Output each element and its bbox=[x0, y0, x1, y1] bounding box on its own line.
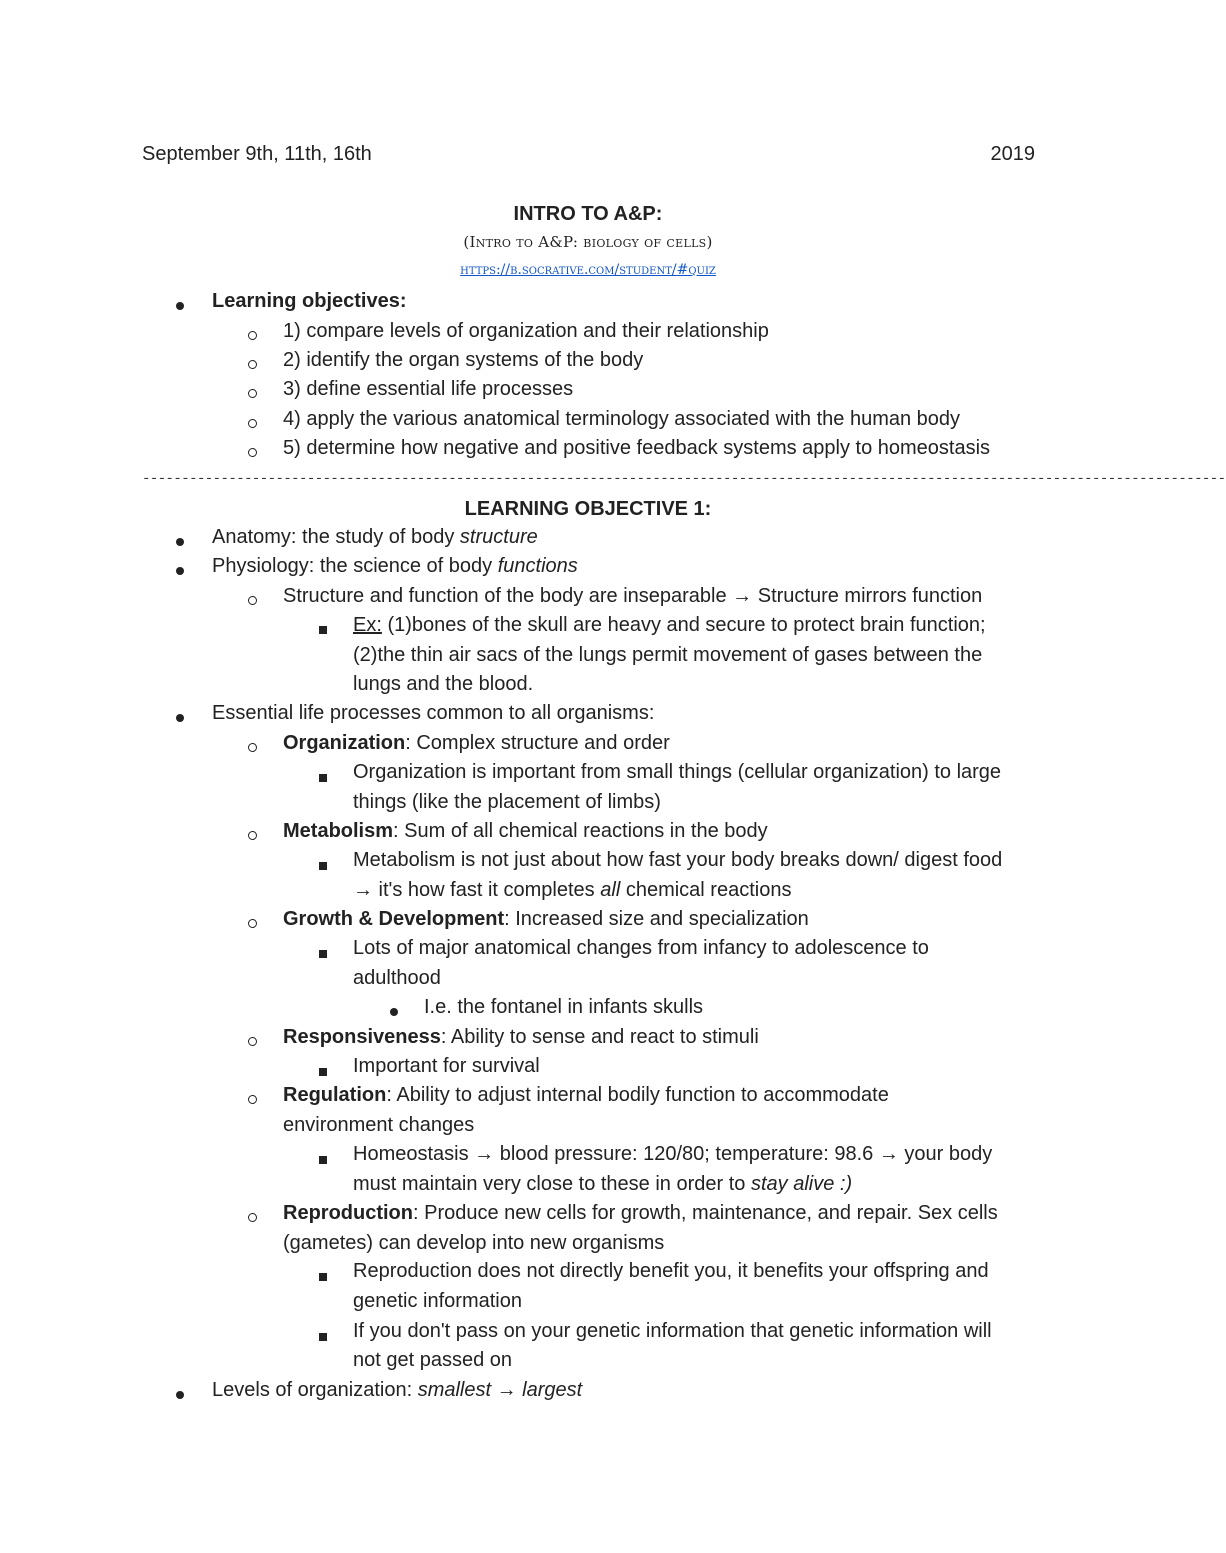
reproduction-line: Reproduction: Produce new cells for growth, maintenance, and repair. Sex cells bbox=[283, 1202, 998, 1224]
essential-processes-line: Essential life processes common to all organisms: bbox=[212, 702, 655, 724]
regulation-note: Homeostasis → blood pressure: 120/80; temperature: 98.6 → your body bbox=[353, 1143, 993, 1165]
learning-objectives-heading: Learning objectives: bbox=[212, 290, 407, 312]
square-bullet-icon bbox=[319, 950, 327, 958]
bullet-icon bbox=[176, 538, 184, 546]
regulation-note: must maintain very close to these in order to stay alive :) bbox=[353, 1173, 853, 1195]
circle-bullet-icon bbox=[248, 919, 257, 928]
square-bullet-icon bbox=[319, 1156, 327, 1164]
example-line: Ex: (1)bones of the skull are heavy and secure to protect brain function; bbox=[353, 614, 986, 636]
page-subtitle: (Intro to A&P: biology of cells) bbox=[463, 233, 713, 251]
square-bullet-icon bbox=[319, 1333, 327, 1341]
square-bullet-icon bbox=[319, 862, 327, 870]
bullet-icon bbox=[176, 567, 184, 575]
objective-item: 3) define essential life processes bbox=[283, 378, 574, 400]
divider-rule: ------------------------------------------------------------------------------------------------------------------------------------------ bbox=[142, 471, 1226, 487]
reproduction-line: (gametes) can develop into new organisms bbox=[283, 1232, 665, 1254]
square-bullet-icon bbox=[319, 1273, 327, 1281]
objective-item: 4) apply the various anatomical terminology associated with the human body bbox=[283, 408, 961, 430]
example-line: (2)the thin air sacs of the lungs permit movement of gases between the bbox=[353, 644, 983, 666]
circle-bullet-icon bbox=[248, 1037, 257, 1046]
growth-note: Lots of major anatomical changes from infancy to adolescence to bbox=[353, 937, 929, 959]
responsiveness-line: Responsiveness: Ability to sense and react to stimuli bbox=[283, 1026, 759, 1048]
metabolism-note: → it's how fast it completes all chemical reactions bbox=[353, 879, 792, 901]
growth-line: Growth & Development: Increased size and specialization bbox=[283, 908, 809, 930]
circle-bullet-icon bbox=[248, 419, 257, 428]
metabolism-note: Metabolism is not just about how fast your body breaks down/ digest food bbox=[353, 849, 1003, 871]
growth-subnote: I.e. the fontanel in infants skulls bbox=[424, 996, 704, 1018]
circle-bullet-icon bbox=[248, 389, 257, 398]
responsiveness-note: Important for survival bbox=[353, 1055, 540, 1077]
square-bullet-icon bbox=[319, 626, 327, 634]
page-title: INTRO TO A&P: bbox=[513, 203, 663, 225]
square-bullet-icon bbox=[319, 774, 327, 782]
circle-bullet-icon bbox=[248, 831, 257, 840]
circle-bullet-icon bbox=[248, 360, 257, 369]
circle-bullet-icon bbox=[248, 1213, 257, 1222]
levels-line: Levels of organization: smallest → largest bbox=[212, 1379, 583, 1401]
example-line: lungs and the blood. bbox=[353, 673, 534, 695]
year: 2019 bbox=[990, 143, 1035, 165]
circle-bullet-icon bbox=[248, 331, 257, 340]
physiology-line: Physiology: the science of body functions bbox=[212, 555, 578, 577]
circle-bullet-icon bbox=[248, 743, 257, 752]
organization-note: things (like the placement of limbs) bbox=[353, 791, 661, 813]
reproduction-note: genetic information bbox=[353, 1290, 522, 1312]
reproduction-note: Reproduction does not directly benefit you, it benefits your offspring and bbox=[353, 1260, 989, 1282]
regulation-line: environment changes bbox=[283, 1114, 475, 1136]
socrative-link[interactable]: https://b.socrative.com/student/#quiz bbox=[460, 262, 716, 278]
objective-item: 2) identify the organ systems of the body bbox=[283, 349, 644, 371]
section-heading: LEARNING OBJECTIVE 1: bbox=[464, 498, 712, 520]
metabolism-line: Metabolism: Sum of all chemical reactions in the body bbox=[283, 820, 768, 842]
bullet-icon bbox=[390, 1008, 398, 1016]
circle-bullet-icon bbox=[248, 596, 257, 605]
structure-function-line: Structure and function of the body are inseparable → Structure mirrors function bbox=[283, 585, 983, 607]
square-bullet-icon bbox=[319, 1068, 327, 1076]
bullet-icon bbox=[176, 714, 184, 722]
growth-note: adulthood bbox=[353, 967, 441, 989]
date-line: September 9th, 11th, 16th bbox=[142, 143, 372, 165]
objective-item: 5) determine how negative and positive feedback systems apply to homeostasis bbox=[283, 437, 991, 459]
regulation-line: Regulation: Ability to adjust internal bodily function to accommodate bbox=[283, 1084, 889, 1106]
circle-bullet-icon bbox=[248, 1095, 257, 1104]
anatomy-line: Anatomy: the study of body structure bbox=[212, 526, 538, 548]
circle-bullet-icon bbox=[248, 448, 257, 457]
bullet-icon bbox=[176, 1391, 184, 1399]
reproduction-note: If you don't pass on your genetic information that genetic information will bbox=[353, 1320, 992, 1342]
reproduction-note: not get passed on bbox=[353, 1349, 513, 1371]
organization-note: Organization is important from small things (cellular organization) to large bbox=[353, 761, 1002, 783]
organization-line: Organization: Complex structure and order bbox=[283, 732, 670, 754]
objective-item: 1) compare levels of organization and their relationship bbox=[283, 320, 769, 342]
bullet-icon bbox=[176, 302, 184, 310]
